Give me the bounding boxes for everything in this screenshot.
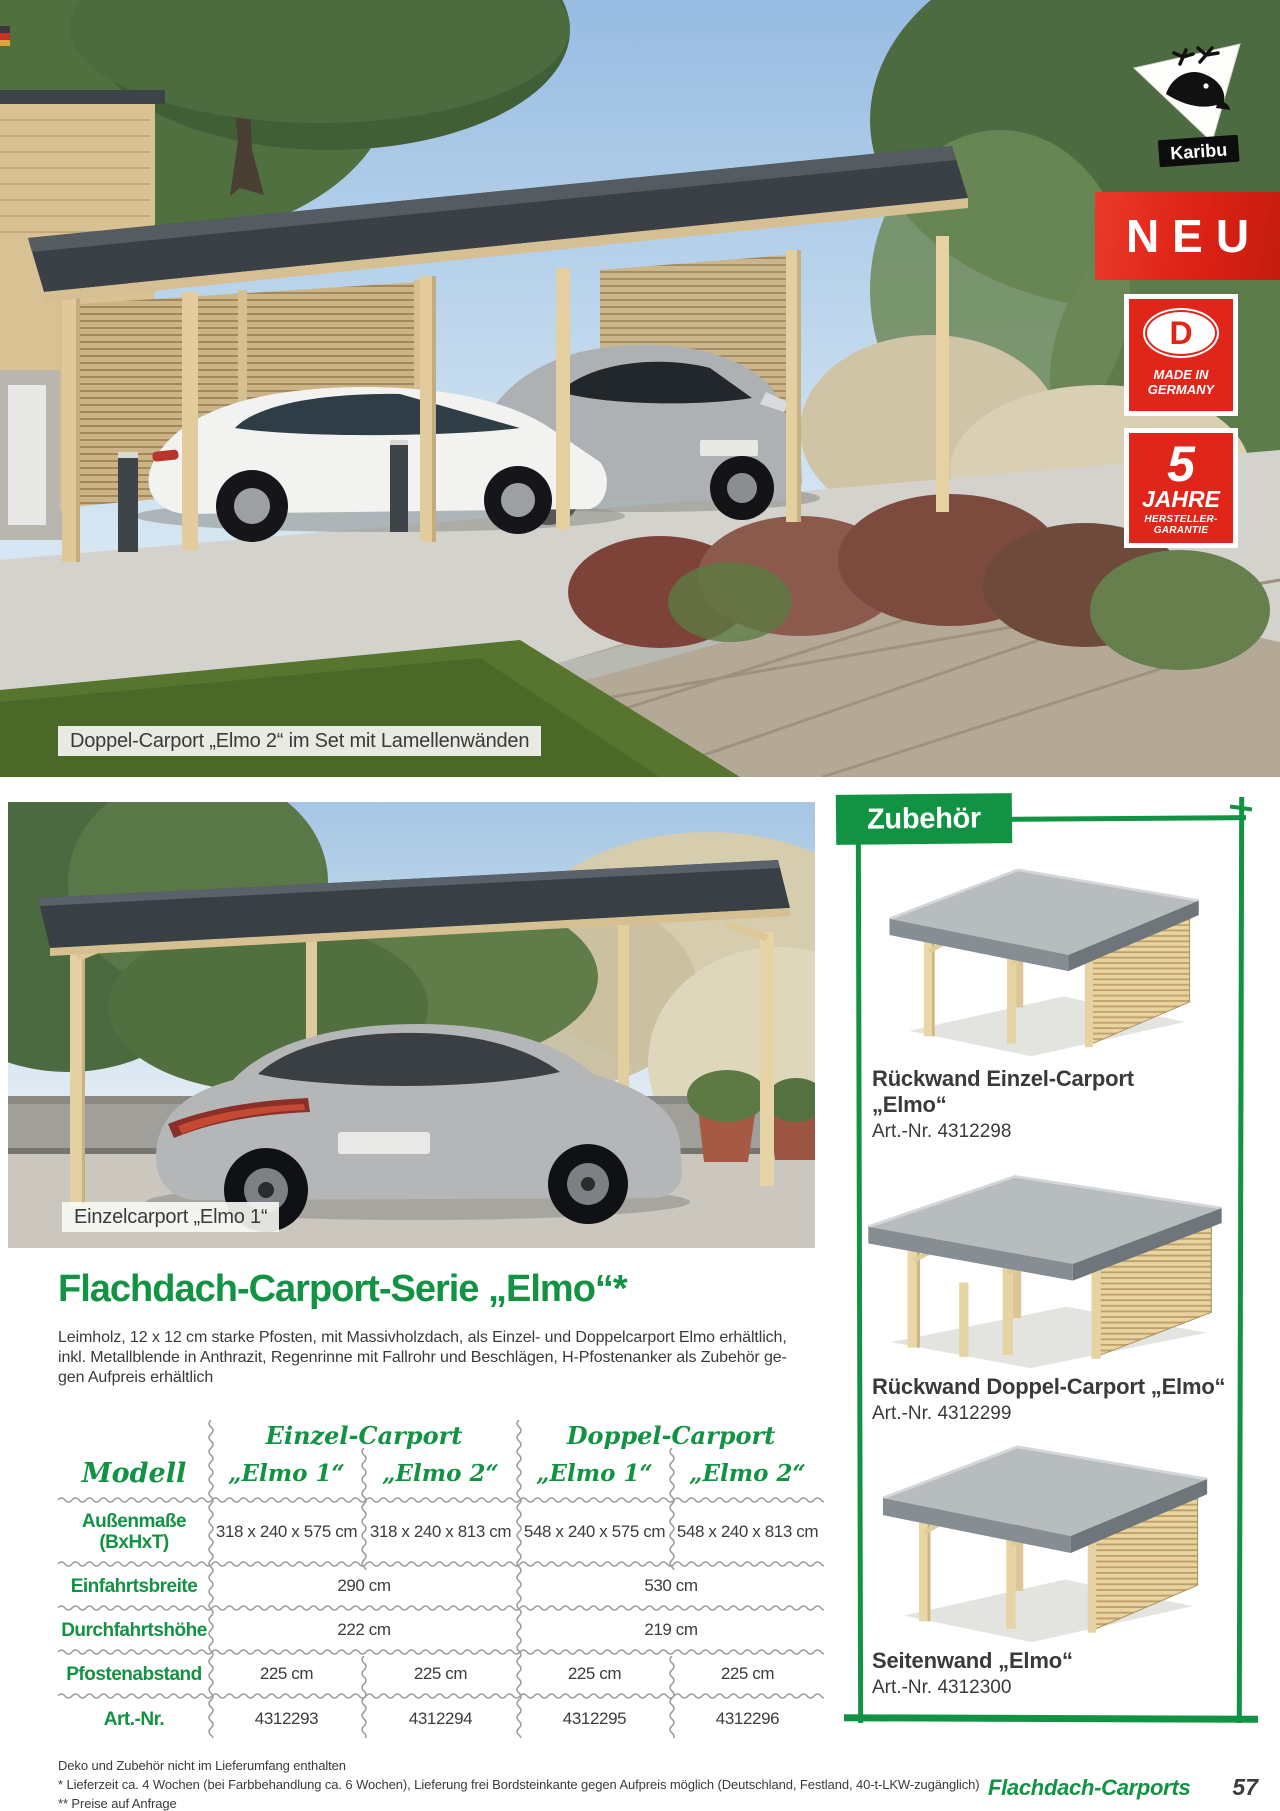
row-label: Art.-Nr. — [103, 1708, 165, 1730]
accessories-title: Zubehör — [866, 801, 982, 836]
product-description — [58, 1328, 838, 1388]
column-header: „Elmo 2“ — [382, 1459, 499, 1487]
row-label: Durchfahrtshöhe — [61, 1619, 207, 1641]
accessories-header — [836, 793, 1013, 845]
new-badge — [1095, 192, 1280, 280]
table-cell: 4312294 — [408, 1709, 473, 1728]
accessories-frame-right — [1237, 797, 1244, 1723]
d-letter: D — [1169, 315, 1193, 351]
table-row-einfahrtsbreite — [58, 1568, 824, 1604]
table-cell: 219 cm — [644, 1620, 698, 1639]
deer-logo-icon — [1128, 42, 1248, 172]
table-row-durchfahrtshoehe — [58, 1612, 824, 1648]
group-header-doppel: Doppel-Carport — [566, 1420, 776, 1450]
table-row-aussenmasse — [58, 1504, 824, 1560]
warranty-unit: JAHRE — [1142, 486, 1220, 512]
description-line: gen Aufpreis erhältlich — [58, 1369, 214, 1386]
table-cell: 4312296 — [715, 1709, 780, 1728]
accessory-art-nr: Art.-Nr. 4312299 — [872, 1403, 1012, 1424]
made-in-line1: MADE IN — [1153, 367, 1209, 382]
column-header: „Elmo 2“ — [689, 1459, 806, 1487]
column-header: „Elmo 1“ — [228, 1459, 345, 1487]
warranty-number: 5 — [1167, 436, 1195, 492]
footnote-line: ** Preise auf Anfrage — [58, 1796, 177, 1811]
table-cell: 318 x 240 x 575 cm — [215, 1522, 358, 1541]
footer-category: Flachdach-Carports — [987, 1775, 1191, 1800]
page-title: Flachdach-Carport-Serie „Elmo“* — [58, 1268, 627, 1310]
corner-flag-icon — [0, 26, 10, 46]
table-cell: 548 x 240 x 575 cm — [523, 1522, 666, 1541]
single-carport-caption: Einzelcarport „Elmo 1“ — [62, 1202, 279, 1232]
table-row-art-nr — [58, 1700, 824, 1738]
footnote-line: Deko und Zubehör nicht im Lieferumfang enthalten — [58, 1758, 346, 1773]
accessory-title: Seitenwand „Elmo“ — [872, 1648, 1073, 1673]
table-cell: 225 cm — [567, 1664, 622, 1683]
accessory-caption-3 — [872, 1648, 1232, 1699]
d-oval-icon — [1143, 308, 1219, 358]
single-carport-photo — [8, 802, 815, 1248]
table-row-pfostenabstand — [58, 1656, 824, 1692]
new-badge-label: NEU — [1125, 210, 1263, 262]
page-footer — [988, 1774, 1258, 1801]
column-header: „Elmo 1“ — [536, 1459, 653, 1487]
warranty-line2: GARANTIE — [1153, 525, 1209, 536]
hero-photo — [0, 0, 1280, 777]
accessory-image-seitenwand — [864, 1426, 1228, 1644]
table-cell: 548 x 240 x 813 cm — [676, 1522, 819, 1541]
row-label: Außenmaße (BxHxT) — [81, 1511, 187, 1553]
warranty-line1: HERSTELLER- — [1144, 514, 1218, 525]
table-cell: 225 cm — [413, 1664, 468, 1683]
hero-caption: Doppel-Carport „Elmo 2“ im Set mit Lamellenwänden — [58, 726, 541, 756]
accessory-art-nr: Art.-Nr. 4312298 — [872, 1121, 1012, 1142]
table-cell: 225 cm — [720, 1664, 775, 1683]
hero-photo-illustration — [0, 0, 1280, 777]
table-cell: 318 x 240 x 813 cm — [369, 1522, 512, 1541]
accessory-caption-1 — [872, 1066, 1162, 1143]
accessory-title: Rückwand Einzel-Carport „Elmo“ — [872, 1066, 1134, 1117]
accessory-caption-2 — [872, 1374, 1232, 1425]
description-line: Leimholz, 12 x 12 cm starke Pfosten, mit Massivholzdach, als Einzel- und Doppelcarport Elmo erhältlich, — [58, 1329, 787, 1346]
spec-table — [58, 1420, 824, 1740]
made-in-germany-badge — [1124, 294, 1238, 416]
made-in-line2: GERMANY — [1147, 382, 1215, 397]
description-line: inkl. Metallblende in Anthrazit, Regenrinne mit Fallrohr und Beschlägen, H-Pfostenanker als Zubehör ge- — [58, 1349, 787, 1366]
footnotes — [58, 1756, 979, 1811]
row-label: Einfahrtsbreite — [70, 1575, 198, 1597]
row-label: Pfostenabstand — [66, 1663, 202, 1685]
brand-logo-text: Karibu — [1169, 139, 1228, 164]
accessory-image-rueckwand-einzel — [868, 850, 1222, 1058]
table-cell: 4312293 — [254, 1709, 319, 1728]
warranty-badge — [1124, 428, 1238, 548]
accessories-frame-top — [1006, 815, 1246, 822]
table-cell: 530 cm — [644, 1576, 698, 1595]
footnote-line: * Lieferzeit ca. 4 Wochen (bei Farbbehandlung ca. 6 Wochen), Lieferung frei Bordsteinkante gegen Aufpreis möglich (Deutschland, Festland, 40-t-LKW-zugänglich) — [58, 1777, 980, 1792]
group-header-einzel: Einzel-Carport — [265, 1420, 463, 1450]
table-group-header-row — [58, 1420, 824, 1450]
table-cell: 290 cm — [337, 1576, 391, 1595]
accessory-image-rueckwand-doppel — [860, 1156, 1232, 1370]
column-header-modell: Modell — [81, 1457, 187, 1489]
accessories-frame-bottom — [844, 1714, 1258, 1722]
page-number: 57 — [1232, 1774, 1258, 1800]
single-carport-illustration — [8, 802, 815, 1248]
table-cell: 225 cm — [259, 1664, 314, 1683]
accessory-art-nr: Art.-Nr. 4312300 — [872, 1677, 1012, 1698]
table-cell: 4312295 — [562, 1709, 627, 1728]
brand-logo — [1128, 42, 1248, 172]
table-cell: 222 cm — [337, 1620, 391, 1639]
table-header-row — [58, 1450, 824, 1496]
accessory-title: Rückwand Doppel-Carport „Elmo“ — [872, 1374, 1226, 1399]
